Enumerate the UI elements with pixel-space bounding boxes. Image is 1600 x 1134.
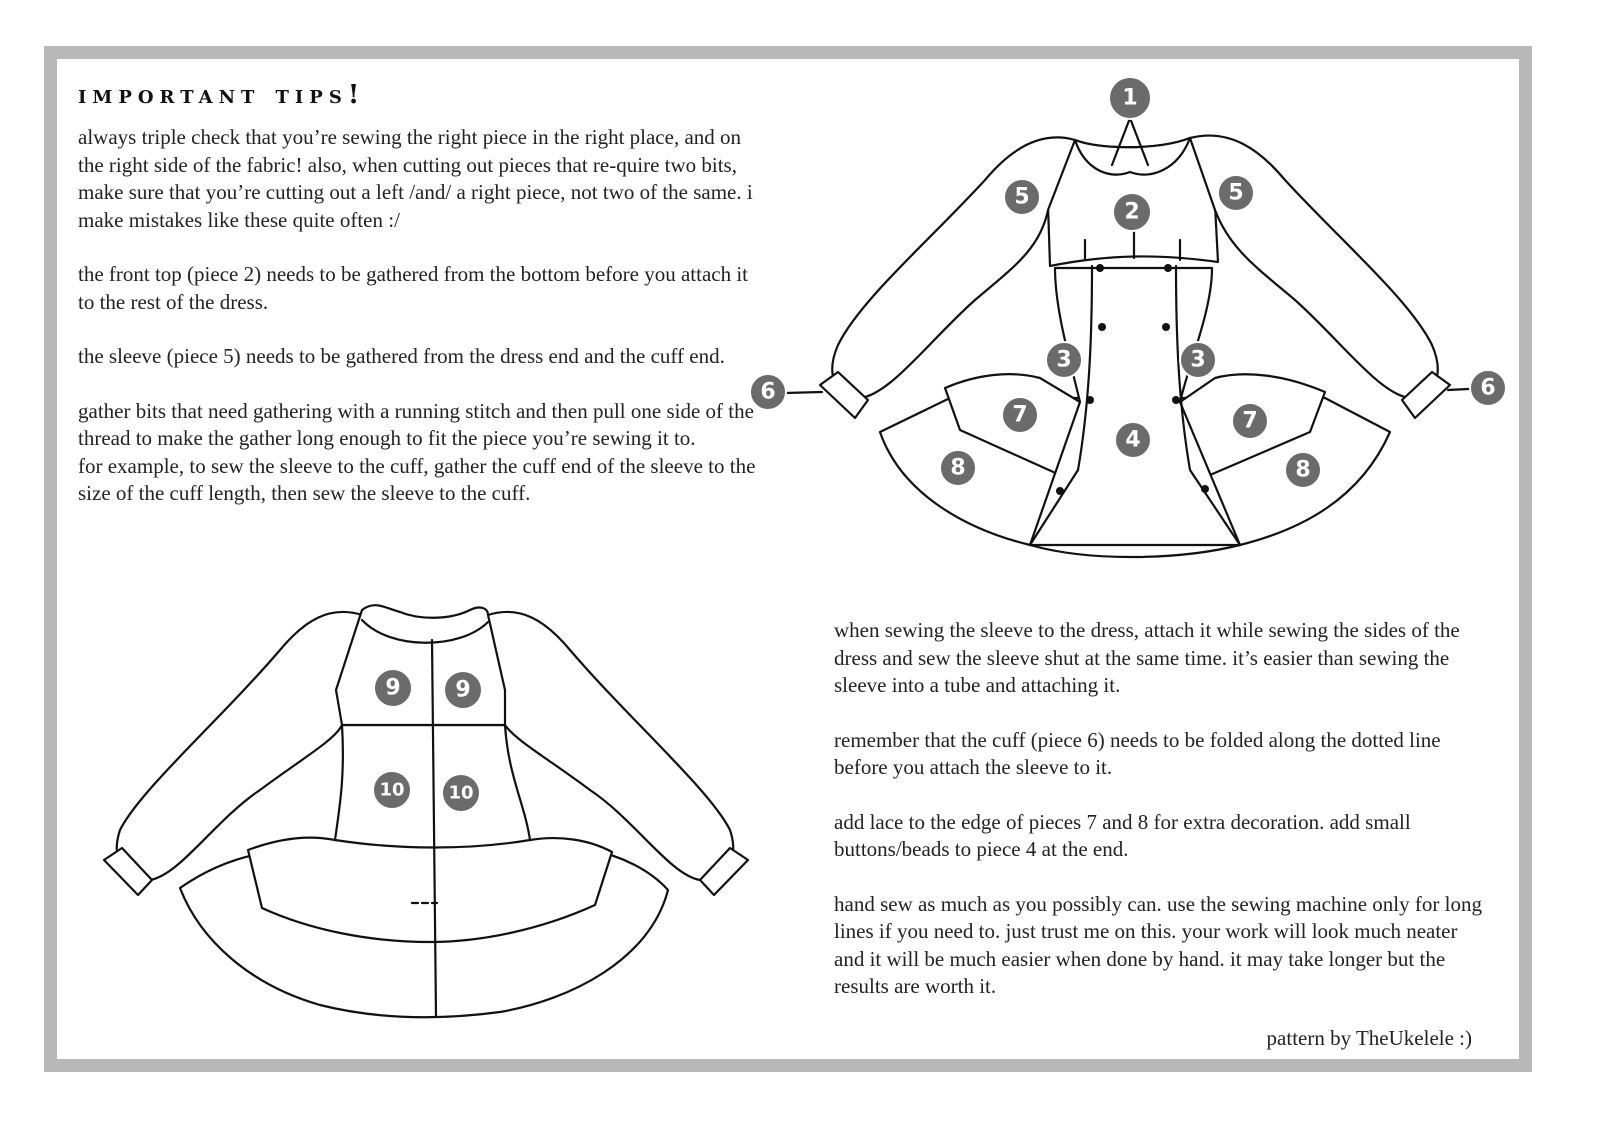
badge-back-top-right <box>444 671 482 709</box>
svg-text:10: 10 <box>379 779 405 801</box>
button-dot <box>1096 264 1104 272</box>
pattern-credit: pattern by TheUkelele :) <box>1266 1026 1472 1050</box>
badge-sleeve-right <box>1218 175 1254 211</box>
svg-text:5: 5 <box>1014 184 1030 210</box>
tip-sleeve-gather: the sleeve (piece 5) needs to be gathered from the dress end and the cuff end. <box>78 344 725 368</box>
back-dress-diagram <box>90 590 770 1030</box>
right-tips <box>834 617 1484 1028</box>
svg-text:6: 6 <box>760 379 776 405</box>
badge-cuff-left <box>750 374 786 410</box>
svg-text:2: 2 <box>1124 199 1140 225</box>
badge-back-bodice-right <box>442 774 480 812</box>
button-dot <box>1172 396 1180 404</box>
badge-side-left <box>1046 342 1082 378</box>
tip-sleeve-attach: when sewing the sleeve to the dress, attach it while sewing the sides of the dress and sew the sleeve shut at the same time. it’s easier than sewing the sleeve into a tube and attaching it. <box>834 618 1460 697</box>
front-sleeve-left <box>832 137 1075 398</box>
badge-front-top <box>1113 193 1151 231</box>
front-dress-diagram <box>740 70 1540 570</box>
button-dot <box>1164 264 1172 272</box>
svg-text:7: 7 <box>1012 402 1028 428</box>
button-dot <box>1056 487 1064 495</box>
badge-cuff-right <box>1470 370 1506 406</box>
svg-text:8: 8 <box>950 455 966 481</box>
badge-collar <box>1109 77 1151 119</box>
svg-text:7: 7 <box>1242 408 1258 434</box>
button-dot <box>1086 396 1094 404</box>
tip-hand-sew: hand sew as much as you possibly can. use the sewing machine only for long lines if you need to. just trust me on this. your work will look much neater and it will be much easier when done by hand. it may take longer but the results are worth it. <box>834 891 1482 998</box>
button-dot <box>1201 485 1209 493</box>
badge-skirt-inner-left <box>1002 397 1038 433</box>
tip-cuff-fold: remember that the cuff (piece 6) needs to be folded along the dotted line before you attach the sleeve to it. <box>834 727 1441 779</box>
badge-skirt-outer-left <box>940 450 976 486</box>
svg-text:9: 9 <box>455 677 471 703</box>
badge-side-right <box>1180 342 1216 378</box>
badge-skirt-inner-right <box>1232 403 1268 439</box>
svg-text:1: 1 <box>1122 85 1138 111</box>
svg-text:10: 10 <box>448 782 474 804</box>
tip-front-top: the front top (piece 2) needs to be gathered from the bottom before you attach it to the rest of the dress. <box>78 262 749 314</box>
svg-text:8: 8 <box>1295 457 1311 483</box>
back-top <box>336 605 505 725</box>
badge-back-top-left <box>374 669 412 707</box>
svg-text:3: 3 <box>1056 347 1072 373</box>
badge-skirt-outer-right <box>1285 452 1321 488</box>
button-dot <box>1162 323 1170 331</box>
svg-text:6: 6 <box>1480 375 1496 401</box>
svg-text:4: 4 <box>1125 427 1141 453</box>
left-tips <box>78 124 758 535</box>
button-dot <box>1098 323 1106 331</box>
tip-triple-check: always triple check that you’re sewing the right piece in the right place, and on the right side of the fabric! also, when cutting out pieces that re-quire two bits, make sure that you’re cutting out a left /and/ a right piece, not two of the same. i make mistakes like these quite often :/ <box>78 125 753 232</box>
badge-center <box>1115 422 1151 458</box>
cuff-pointer-left <box>785 392 822 393</box>
badge-back-bodice-left <box>373 771 411 809</box>
svg-text:5: 5 <box>1228 180 1244 206</box>
svg-text:3: 3 <box>1190 347 1206 373</box>
badge-sleeve-left <box>1004 179 1040 215</box>
svg-text:9: 9 <box>385 675 401 701</box>
tip-lace: add lace to the edge of pieces 7 and 8 for extra decoration. add small buttons/beads to piece 4 at the end. <box>834 809 1411 861</box>
tip-gather-method: gather bits that need gathering with a running stitch and then pull one side of the thread to make the gather long enough to fit the piece you’re sewing it to. <box>78 398 754 450</box>
page-title: important tips! <box>78 80 366 110</box>
front-sleeve-right <box>1190 136 1438 398</box>
tip-example: for example, to sew the sleeve to the cuff, gather the cuff end of the sleeve to the size of the cuff length, then sew the sleeve to the cuff. <box>78 453 756 505</box>
